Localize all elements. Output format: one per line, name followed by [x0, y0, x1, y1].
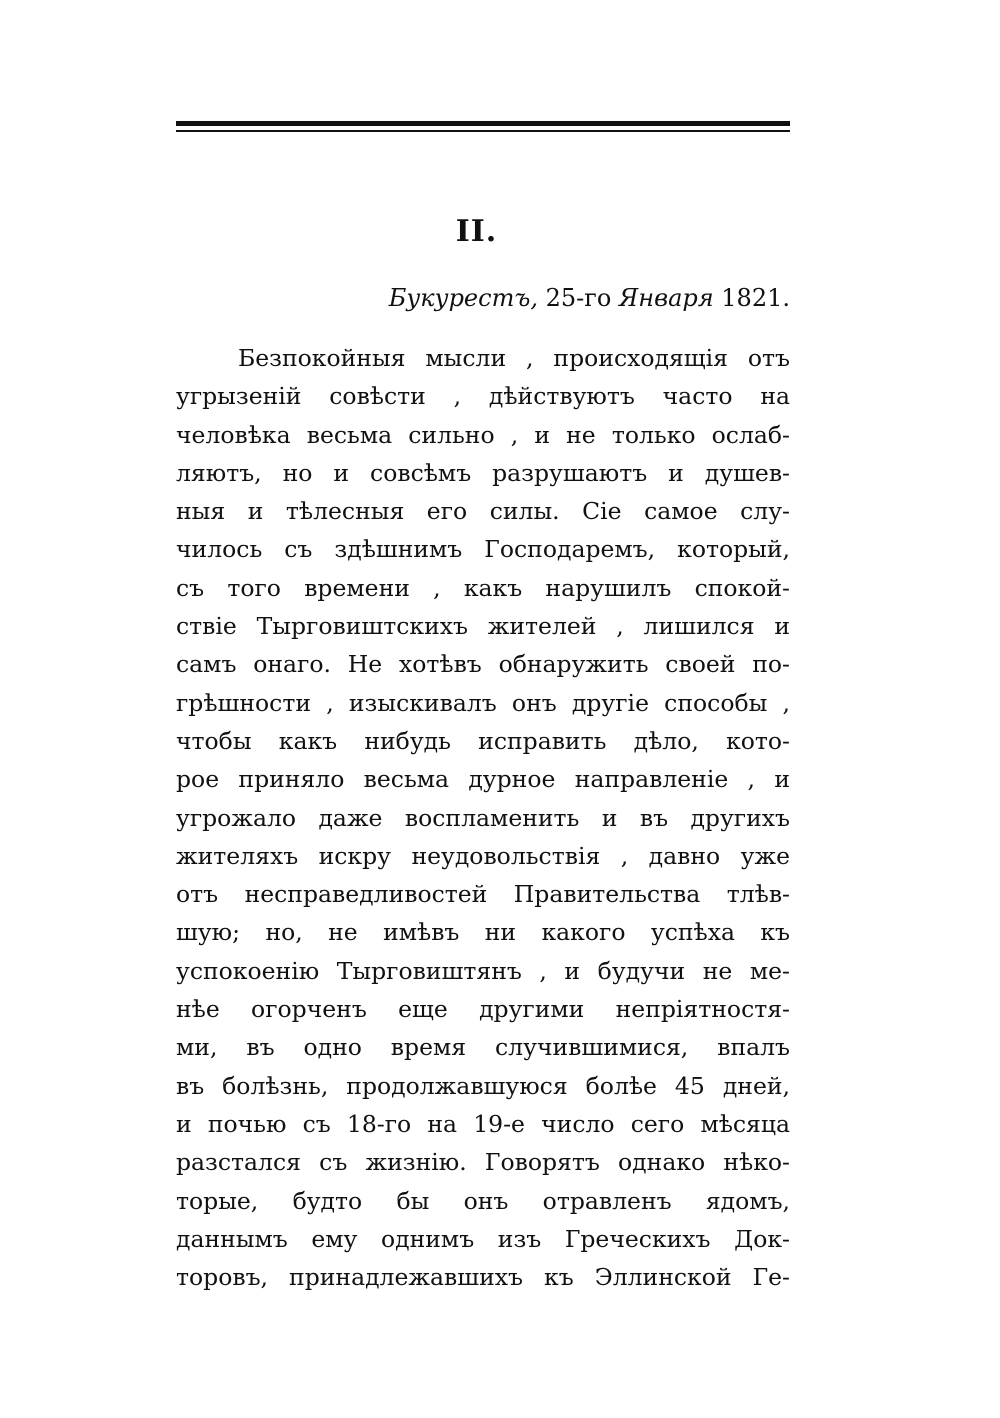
- text-line: человѣка весьма сильно , и не только ослаб-: [176, 420, 790, 449]
- text-line: угрожало даже воспламенить и въ другихъ: [176, 803, 790, 832]
- text-line: шую; но, не имѣвъ ни какого успѣха къ: [176, 918, 790, 947]
- text-line: и почью съ 18-го на 19-е число сего мѣсяца: [176, 1109, 790, 1138]
- text-line: угрызеній совѣсти , дѣйствуютъ часто на: [176, 382, 790, 411]
- text-line: Безпокойныя мысли , происходящія отъ: [238, 344, 790, 372]
- text-line: съ того времени , какъ нарушилъ спокой-: [176, 573, 790, 602]
- text-line: даннымъ ему однимъ изъ Греческихъ Док-: [176, 1224, 790, 1253]
- text-line: самъ онаго. Не хотѣвъ обнаружить своей по-: [176, 650, 790, 679]
- text-line: разстался съ жизнію. Говорятъ однако нѣко-: [176, 1148, 790, 1177]
- text-line: грѣшности , изыскивалъ онъ другіе способы ,: [176, 688, 790, 717]
- text-line: нѣе огорченъ еще другими непріятностя-: [176, 995, 790, 1024]
- text-line: торовъ, принадлежавшихъ къ Эллинской Ге-: [176, 1263, 790, 1292]
- header-rule-thin: [176, 130, 790, 132]
- text-line: ныя и тѣлесныя его силы. Сіе самое слу-: [176, 497, 790, 526]
- text-line: ми, въ одно время случившимися, впалъ: [176, 1033, 790, 1062]
- text-line: ствіе Тырговиштскихъ жителей , лишился и: [176, 612, 790, 641]
- text-line: торые, будто бы онъ отравленъ ядомъ,: [176, 1186, 790, 1215]
- header-rule-thick: [176, 121, 790, 126]
- text-line: чтобы какъ нибудь исправить дѣло, кото-: [176, 726, 790, 755]
- text-line: чилось съ здѣшнимъ Господаремъ, который,: [176, 535, 790, 564]
- text-line: ляютъ, но и совсѣмъ разрушаютъ и душев-: [176, 458, 790, 487]
- dateline: [176, 280, 790, 316]
- text-line: успокоенію Тырговиштянъ , и будучи не ме-: [176, 956, 790, 985]
- text-line: въ болѣзнь, продолжавшуюся болѣе 45 дней,: [176, 1071, 790, 1100]
- dateline-day: 25-го: [545, 284, 612, 312]
- text-line: рое приняло весьма дурное направленіе , и: [176, 765, 790, 794]
- text-line: отъ несправедливостей Правительства тлѣв-: [176, 880, 790, 909]
- dateline-month: Января: [618, 284, 714, 312]
- text-line: жителяхъ искру неудовольствія , давно уже: [176, 841, 790, 870]
- section-number: II.: [455, 214, 498, 249]
- dateline-year: 1821.: [721, 284, 790, 312]
- dateline-place: Букурестъ,: [388, 284, 538, 312]
- body-text: [176, 339, 790, 1296]
